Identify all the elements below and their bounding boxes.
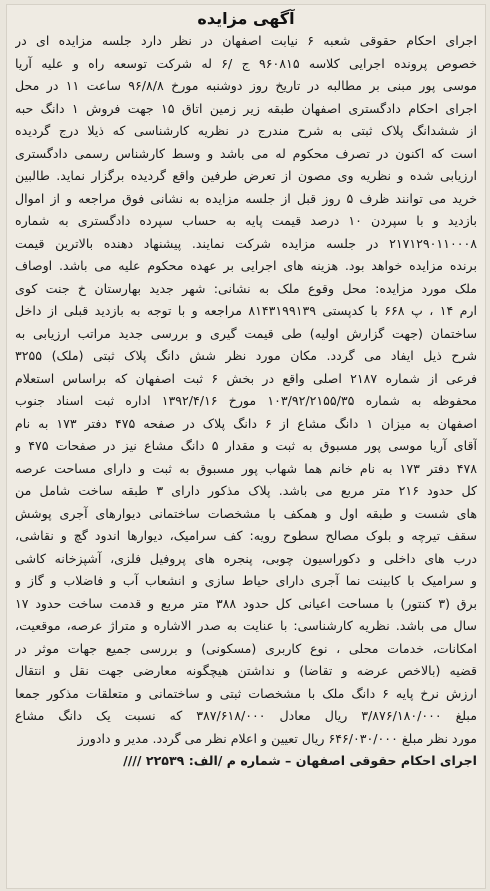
notice-line: ارم ۱۴ ، پ ۶۶۸ با کدپستی ۸۱۴۳۱۹۹۱۳۹ مراجعه و با توجه به بازدید قبلی از داخل — [15, 303, 477, 318]
notice-line: سقف تیرچه و بلوک مصالح سطوح رویه: کف سرامیک، دیوارها اندود گچ و نقاشی، — [15, 528, 477, 543]
notice-line: مورد نظر مبلغ ۶۴۶/۰۳۰/۰۰۰ ریال تعیین و اعلام نظر می گردد. مدیر و دادورز — [77, 730, 477, 746]
newspaper-clipping — [6, 4, 486, 889]
notice-line: است که اکنون در تصرف محکوم له می باشد و وسط کارشناس رسمی دادگستری — [15, 145, 477, 161]
notice-line: ساختمان (جهت گزارش اولیه) طی قیمت گیری و بررسی جدید مراتب ارزیابی به — [15, 325, 477, 341]
notice-line: ۲۱۷۱۲۹۰۱۱۰۰۰۸ در جلسه مزایده شرکت نمایند. پیشنهاد دهنده بالاترین قیمت — [15, 235, 477, 251]
notice-line: ارزیابی شده و نظریه وی مصون از تعرض طرفین واقع گردیده برگزار نماید. طالبین — [15, 168, 477, 183]
notice-line: های شست و طبقه اول و همکف با مشخصات ساختمانی دیوارهای آجری پوشش — [15, 505, 477, 521]
notice-line: خرید می توانند ظرف ۵ روز قبل از جلسه مزایده به نشانی فوق مراجعه و از اموال — [15, 190, 477, 206]
notice-line: و سرامیک با کابینت نما آجری دارای حیاط سازی و انشعاب آب و فاضلاب و گاز و — [15, 573, 477, 588]
notice-line: ارزش نرخ پایه ۶ دانگ ملک با مشخصات ثبتی و ساختمانی و متعلقات مذکور جمعا — [15, 685, 477, 701]
notice-line: اجرای احکام دادگستری اصفهان طبقه زیر زمین اتاق ۱۵ جهت فروش ۱ دانگ حبه — [15, 100, 477, 116]
notice-line: اجرای احکام حقوقی شعبه ۶ نیابت اصفهان در نظر دارد جلسه مزایده ای در — [15, 33, 477, 48]
notice-line: مبلغ ۳/۸۷۶/۱۸۰/۰۰۰ ریال معادل ۳۸۷/۶۱۸/۰۰۰ که نسبت یک دانگ مشاع — [15, 708, 477, 723]
notice-line: قضیه (بالاخص عرضه و تقاضا) و نداشتن هیچگونه معارضی جهت نقل و انتقال — [15, 663, 477, 678]
notice-line: درب های داخلی و دکوراسیون چوبی، پنجره های پروفیل فلزی، آشپزخانه کاشی — [15, 550, 477, 566]
notice-line: کل حدود ۲۱۶ متر مربع می باشد. پلاک مذکور دارای ۳ طبقه ساخت شامل من — [15, 483, 477, 498]
notice-line: از ششدانگ پلاک ثبتی به شرح مندرج در نظریه کارشناسی که ذیلا درج گردیده — [15, 123, 477, 138]
notice-footer: اجرای احکام حقوقی اصفهان – شماره م /الف: ۲۲۵۳۹ //// — [123, 753, 477, 768]
notice-line: بازدید و با سپردن ۱۰ درصد قیمت پایه به حساب سپرده دادگستری به شماره — [15, 213, 477, 228]
notice-line: ملک مورد مزایده: محل وقوع ملک به نشانی: شهر جدید بهارستان خ جنت کوی — [15, 280, 477, 296]
notice-line: امکانات، خدمات محلی ، نوع کاربری (مسکونی) و بررسی جمیع جهات موثر در — [15, 640, 477, 656]
notice-line: اصفهان به میزان ۱ دانگ مشاع از ۶ دانگ پلاک در صفحه ۴۷۵ دفتر ۱۷۳ به نام — [15, 415, 477, 431]
notice-line: موسی پور مبنی بر مطالبه در تاریخ روز دوشنبه مورخ ۹۶/۸/۸ ساعت ۱۱ در محل — [15, 78, 477, 93]
notice-line: برنده مزایده خواهد بود. هزینه های اجرایی بر عهده محکوم علیه می باشد. اوصاف — [15, 258, 477, 273]
notice-body — [7, 30, 485, 750]
notice-title: آگهی مزایده — [197, 9, 295, 28]
notice-line: برق (۳ کنتور) با مساحت اعیانی کل حدود ۳۸۸ متر مربع و قدمت ساخت حدود ۱۷ — [15, 595, 477, 611]
notice-line: خصوص پرونده اجرایی کلاسه ۹۶۰۸۱۵ ج /۶ له شرکت توسعه راه و علیه آریا — [15, 55, 477, 71]
notice-line: آقای آریا موسی پور مسبوق به ثبت و مقدار ۵ دانگ مشاع نیز در صفحات ۴۷۵ و — [15, 438, 477, 453]
notice-line: شرح ذیل ایفاد می گردد. مکان مورد نظر شش دانگ پلاک ثبتی (ملک) ۳۲۵۵ — [15, 348, 477, 363]
notice-line: ۴۷۸ دفتر ۱۷۳ به نام خانم هما شهاب پور مسبوق به ثبت و دارای مساحت عرصه — [15, 460, 477, 476]
notice-line: فرعی از شماره ۲۱۸۷ اصلی واقع در بخش ۶ ثبت اصفهان که براساس استعلام — [15, 370, 477, 386]
notice-line: سال می باشد. نظریه کارشناسی: با عنایت به صدر الاشاره و متراژ عرصه، موقعیت، — [15, 618, 477, 633]
notice-line: محفوظه به شماره ۱۰۳/۹۲/۲۱۵۵/۳۵ مورخ ۱۳۹۲/۴/۱۶ اداره ثبت اسناد جنوب — [15, 393, 477, 408]
